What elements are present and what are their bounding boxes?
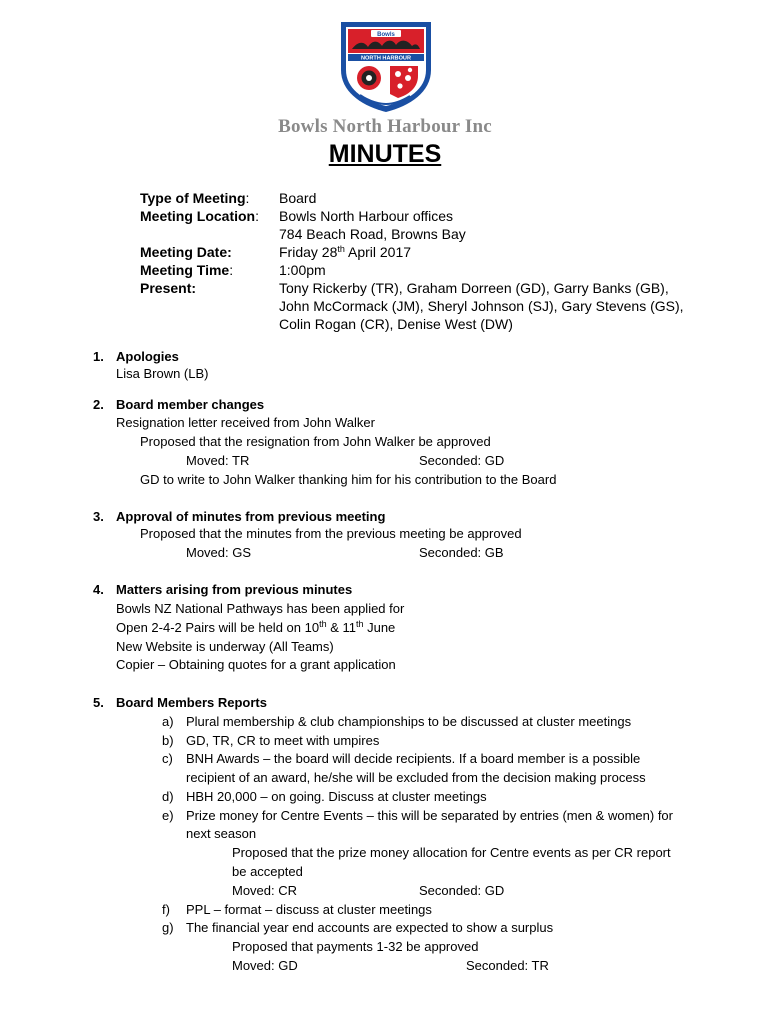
moved-by: Moved: GD xyxy=(232,958,298,973)
section-line: Resignation letter received from John Walker xyxy=(116,415,375,430)
item-text: PPL – format – discuss at cluster meetings xyxy=(186,902,432,917)
moved-by: Moved: CR xyxy=(232,883,298,898)
item-text: BNH Awards – the board will decide recipients. If a board member is a possible xyxy=(186,751,641,766)
seconded-by: Seconded: GD xyxy=(419,883,505,898)
section-line: Lisa Brown (LB) xyxy=(116,366,209,381)
item-label: d) xyxy=(162,789,174,804)
item-text: next season xyxy=(186,826,257,841)
motion-text: Proposed that the minutes from the previous meeting be approved xyxy=(140,526,522,541)
meeting-time-value: 1:00pm xyxy=(279,262,326,278)
item-text: Prize money for Centre Events – this will be separated by entries (men & women) for xyxy=(186,808,673,823)
section-number: 2. xyxy=(93,397,104,412)
section-heading: Board Members Reports xyxy=(116,695,267,710)
meeting-type-label: Type of Meeting: xyxy=(140,190,250,206)
moved-by: Moved: TR xyxy=(186,453,250,468)
section-heading: Approval of minutes from previous meeting xyxy=(116,509,386,524)
present-line: John McCormack (JM), Sheryl Johnson (SJ), Gary Stevens (GS), xyxy=(279,298,684,314)
motion-text: Proposed that payments 1-32 be approved xyxy=(232,939,479,954)
svg-text:NORTH HARBOUR: NORTH HARBOUR xyxy=(360,55,412,62)
item-label: a) xyxy=(162,714,174,729)
present-label: Present: xyxy=(140,280,197,296)
meeting-location-line: Bowls North Harbour offices xyxy=(279,208,454,224)
section-line: New Website is underway (All Teams) xyxy=(116,639,334,654)
item-text: HBH 20,000 – on going. Discuss at cluster meetings xyxy=(186,789,487,804)
moved-by: Moved: GS xyxy=(186,545,252,560)
section-line: Bowls NZ National Pathways has been applied for xyxy=(116,601,405,616)
section-number: 1. xyxy=(93,349,104,364)
item-text: Plural membership & club championships to be discussed at cluster meetings xyxy=(186,714,632,729)
bowls-north-harbour-logo xyxy=(338,18,434,114)
item-text: recipient of an award, he/she will be excluded from the decision making process xyxy=(186,770,646,785)
section-line: Copier – Obtaining quotes for a grant application xyxy=(116,657,396,672)
present-line: Colin Rogan (CR), Denise West (DW) xyxy=(279,316,513,332)
motion-text: Proposed that the prize money allocation for Centre events as per CR report xyxy=(232,845,671,860)
motion-text: be accepted xyxy=(232,864,303,879)
section-line: Open 2-4-2 Pairs will be held on 10th & 11th June xyxy=(116,619,396,635)
motion-text: Proposed that the resignation from John Walker be approved xyxy=(140,434,491,449)
document-title: MINUTES xyxy=(328,140,442,168)
present-line: Tony Rickerby (TR), Graham Dorreen (GD), Garry Banks (GB), xyxy=(279,280,669,296)
section-line: GD to write to John Walker thanking him for his contribution to the Board xyxy=(140,472,557,487)
meeting-location-label: Meeting Location: xyxy=(140,208,260,224)
meeting-date-value: Friday 28th April 2017 xyxy=(279,244,412,260)
item-text: The financial year end accounts are expected to show a surplus xyxy=(186,920,554,935)
section-number: 3. xyxy=(93,509,104,524)
item-label: e) xyxy=(162,808,174,823)
meeting-location-line: 784 Beach Road, Browns Bay xyxy=(279,226,466,242)
organization-name: Bowls North Harbour Inc xyxy=(278,116,492,137)
section-heading: Board member changes xyxy=(116,397,265,412)
section-number: 5. xyxy=(93,695,104,710)
seconded-by: Seconded: GD xyxy=(419,453,505,468)
item-label: c) xyxy=(162,751,173,766)
svg-text:Bowls: Bowls xyxy=(377,31,395,38)
item-label: g) xyxy=(162,920,174,935)
section-heading: Matters arising from previous minutes xyxy=(116,582,353,597)
meeting-type-value: Board xyxy=(279,190,317,206)
meeting-date-label: Meeting Date: xyxy=(140,244,232,260)
section-number: 4. xyxy=(93,582,104,597)
seconded-by: Seconded: GB xyxy=(419,545,504,560)
item-label: b) xyxy=(162,733,174,748)
item-label: f) xyxy=(162,902,170,917)
item-text: GD, TR, CR to meet with umpires xyxy=(186,733,380,748)
seconded-by: Seconded: TR xyxy=(466,958,549,973)
meeting-time-label: Meeting Time: xyxy=(140,262,234,278)
section-heading: Apologies xyxy=(116,349,179,364)
